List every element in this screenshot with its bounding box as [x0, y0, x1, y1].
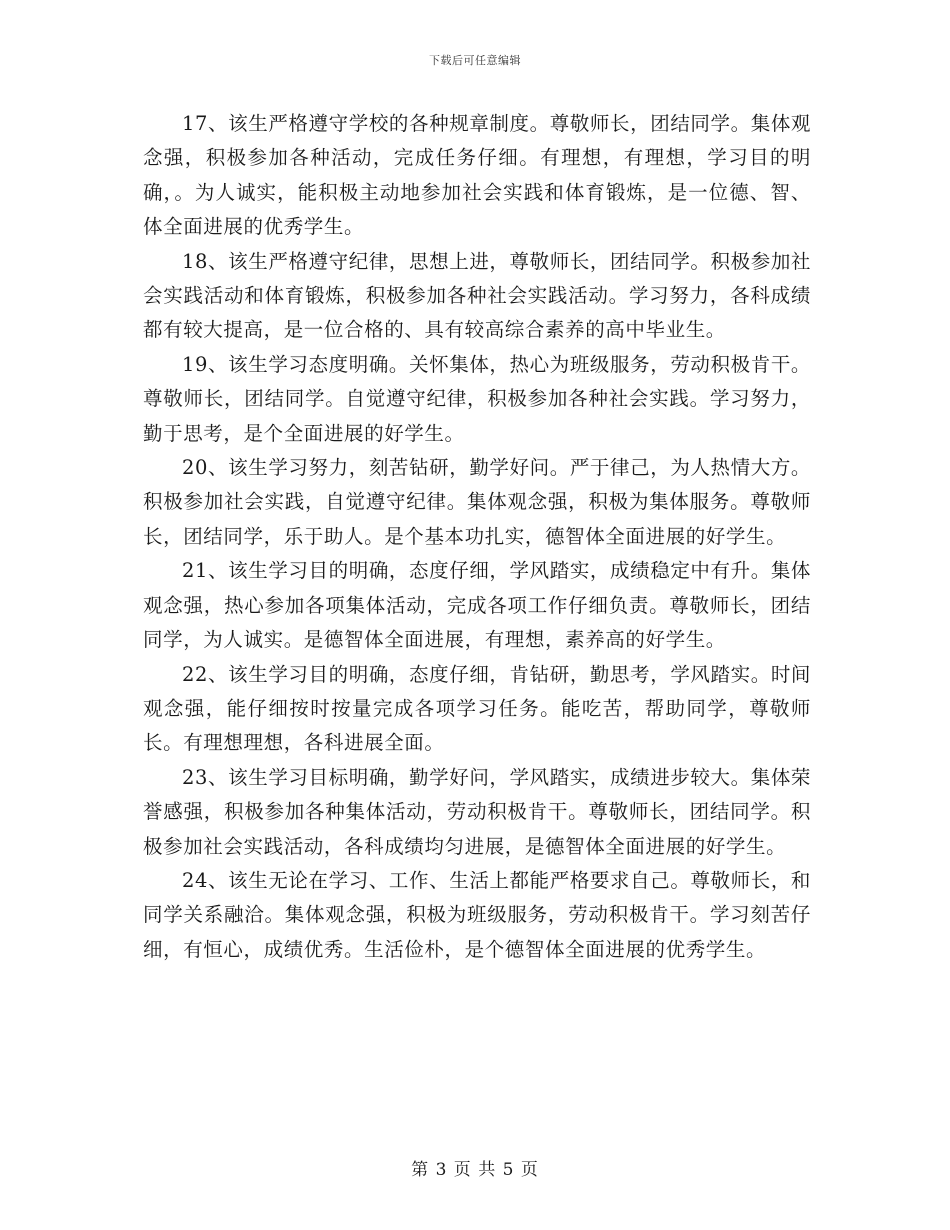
paragraph-20: 20、该生学习努力，刻苦钻研，勤学好问。严于律己，为人热情大方。积极参加社会实践，自觉遵守纪律。集体观念强，积极为集体服务。尊敬师长，团结同学，乐于助人。是个基本功扎实，德智体全面进展的好学生。 — [143, 456, 812, 548]
page-header: 下载后可任意编辑 — [429, 54, 521, 67]
paragraph-23: 23、该生学习目标明确，勤学好问，学风踏实，成绩进步较大。集体荣誉感强，积极参加各种集体活动，劳动积极肯干。尊敬师长，团结同学。积极参加社会实践活动，各科成绩均匀进展，是德智体全面进展的好学生。 — [143, 765, 812, 858]
document-body — [143, 107, 811, 967]
page-number-footer: 第 3 页 共 5 页 — [411, 1160, 539, 1180]
paragraph-22: 22、该生学习目的明确，态度仔细，肯钻研，勤思考，学风踏实。时间观念强，能仔细按时按量完成各项学习任务。能吃苦，帮助同学，尊敬师长。有理想理想，各科进展全面。 — [143, 662, 812, 755]
paragraph-17: 17、该生严格遵守学校的各种规章制度。尊敬师长，团结同学。集体观念强，积极参加各种活动，完成任务仔细。有理想，有理想，学习目的明确，。为人诚实，能积极主动地参加社会实践和体育锻炼，是一位德、智、体全面进展的优秀学生。 — [143, 112, 812, 239]
paragraph-19: 19、该生学习态度明确。关怀集体，热心为班级服务，劳动积极肯干。尊敬师长，团结同学。自觉遵守纪律，积极参加各种社会实践。学习努力，勤于思考，是个全面进展的好学生。 — [143, 352, 812, 445]
paragraph-24: 24、该生无论在学习、工作、生活上都能严格要求自己。尊敬师长，和同学关系融洽。集体观念强，积极为班级服务，劳动积极肯干。学习刻苦仔细，有恒心，成绩优秀。生活俭朴，是个德智体全面进展的优秀学生。 — [143, 868, 812, 961]
paragraph-21: 21、该生学习目的明确，态度仔细，学风踏实，成绩稳定中有升。集体观念强，热心参加各项集体活动，完成各项工作仔细负责。尊敬师长，团结同学，为人诚实。是德智体全面进展，有理想，素养高的好学生。 — [143, 559, 812, 652]
paragraph-18: 18、该生严格遵守纪律，思想上进，尊敬师长，团结同学。积极参加社会实践活动和体育锻炼，积极参加各种社会实践活动。学习努力，各科成绩都有较大提高，是一位合格的、具有较高综合素养的高中毕业生。 — [143, 249, 812, 342]
